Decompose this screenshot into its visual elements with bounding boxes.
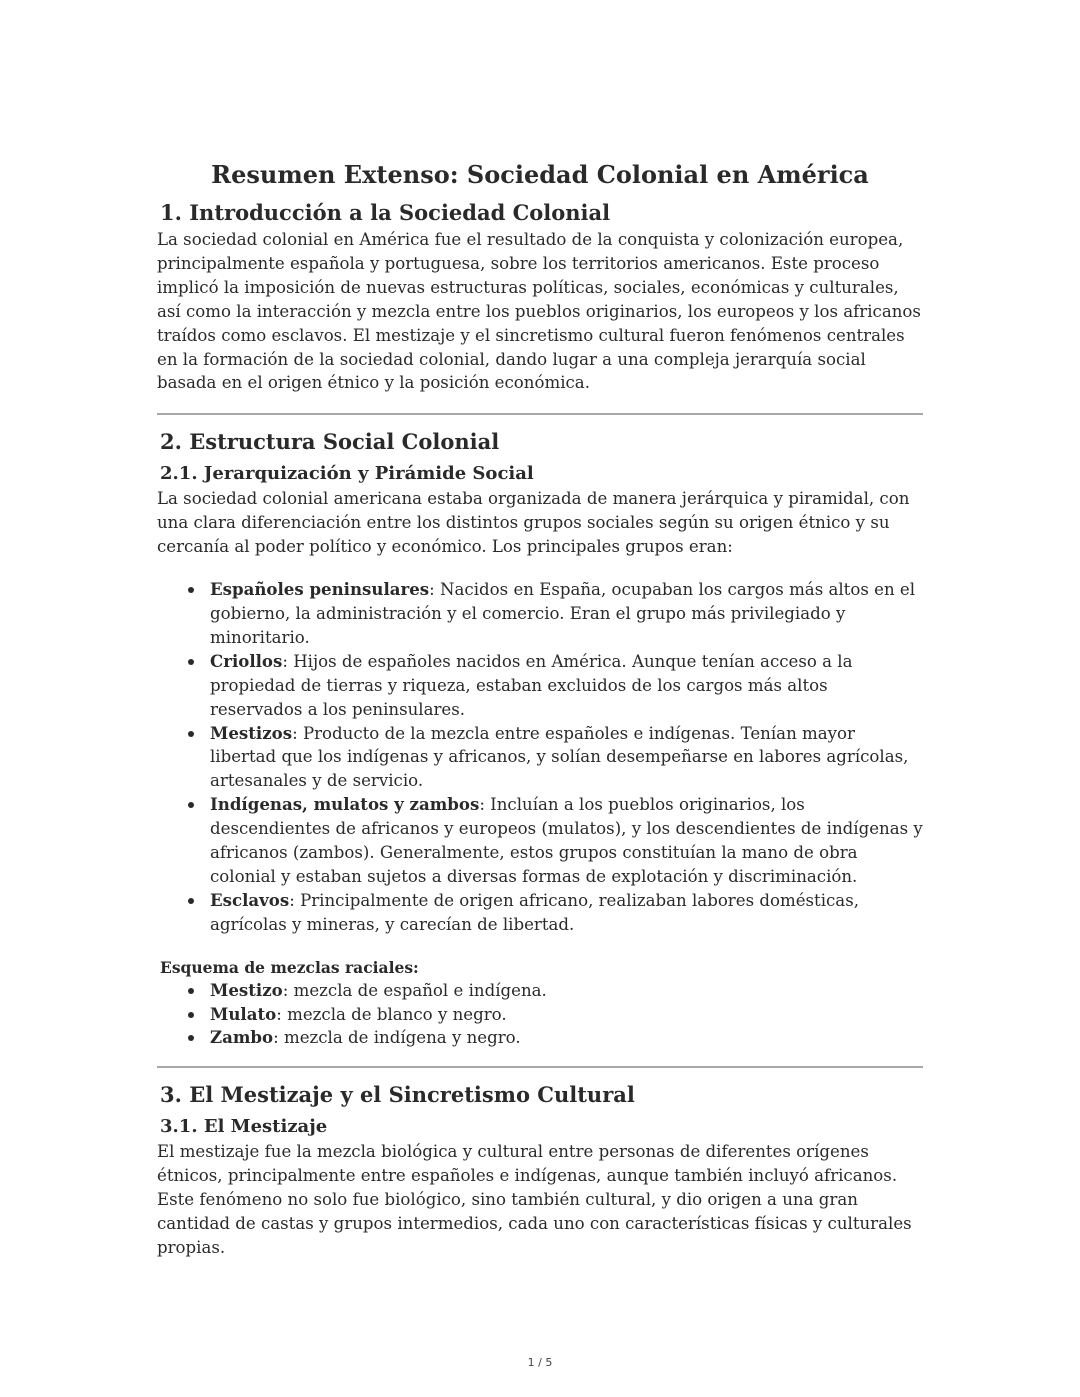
section-2-1-heading: 2.1. Jerarquización y Pirámide Social <box>160 463 534 485</box>
list-item <box>157 722 923 794</box>
group-desc: : Principalmente de origen africano, realizaban labores domésticas, agrícolas y mineras, y carecían de libertad. <box>210 890 859 934</box>
section-3-1-heading: 3.1. El Mestizaje <box>160 1116 328 1138</box>
list-item <box>157 793 923 889</box>
section-3-heading: 3. El Mestizaje y el Sincretismo Cultural <box>160 1082 635 1108</box>
group-term: Indígenas, mulatos y zambos <box>210 794 480 815</box>
section-divider-2 <box>157 1066 923 1068</box>
section-1-body: La sociedad colonial en América fue el resultado de la conquista y colonización europea, principalmente española y portuguesa, sobre los territorios americanos. Este proceso implicó la imposición de nuevas estructuras políticas, sociales, económicas y culturales, así como la interacción y mezcla entre los pueblos originarios, los europeos y los africanos traídos como esclavos. El mestizaje y el sincretismo cultural fueron fenómenos centrales en la formación de la sociedad colonial, dando lugar a una compleja jerarquía social basada en el origen étnico y la posición económica. <box>157 230 921 393</box>
document-page <box>157 158 923 1260</box>
section-2-heading: 2. Estructura Social Colonial <box>160 429 500 455</box>
mix-term: Mulato <box>210 1003 277 1024</box>
section-2-1-body: La sociedad colonial americana estaba organizada de manera jerárquica y piramidal, con una clara diferenciación entre los distintos grupos sociales según su origen étnico y su cercanía al poder político y económico. Los principales grupos eran: <box>157 489 910 557</box>
mix-desc: : mezcla de indígena y negro. <box>273 1028 521 1048</box>
list-item <box>157 650 923 722</box>
document-title: Resumen Extenso: Sociedad Colonial en América <box>211 160 869 189</box>
group-term: Esclavos <box>210 889 290 910</box>
section-3-1-body: El mestizaje fue la mezcla biológica y cultural entre personas de diferentes orígenes étnicos, principalmente entre españoles e indígenas, aunque también incluyó africanos. Este fenómeno no solo fue biológico, sino también cultural, y dio origen a una gran cantidad de castas y grupos intermedios, cada uno con características físicas y culturales propias. <box>157 1142 912 1257</box>
group-term: Mestizos <box>210 722 293 743</box>
group-term: Españoles peninsulares <box>210 579 430 600</box>
mix-desc: : mezcla de español e indígena. <box>282 980 547 1000</box>
list-item <box>157 1026 923 1050</box>
page-number: 1 / 5 <box>527 1356 553 1369</box>
section-divider-1 <box>157 413 923 415</box>
mix-desc: : mezcla de blanco y negro. <box>276 1004 507 1024</box>
list-item <box>157 578 923 650</box>
section-1-heading: 1. Introducción a la Sociedad Colonial <box>160 200 611 225</box>
mix-term: Zambo <box>210 1027 274 1048</box>
list-item <box>157 889 923 937</box>
racial-mix-list <box>157 979 923 1051</box>
group-desc: : Hijos de españoles nacidos en América. Aunque tenían acceso a la propiedad de tierras y riqueza, estaban excluidos de los cargos más altos reservados a los peninsulares. <box>210 651 853 719</box>
group-desc: : Nacidos en España, ocupaban los cargos más altos en el gobierno, la administración y el comercio. Eran el grupo más privilegiado y minoritario. <box>210 580 916 647</box>
scheme-label: Esquema de mezclas raciales: <box>160 957 419 977</box>
group-desc: : Producto de la mezcla entre españoles e indígenas. Tenían mayor libertad que los indígenas y africanos, y solían desempeñarse en labores agrícolas, artesanales y de servicio. <box>210 723 909 791</box>
list-item <box>157 1003 923 1027</box>
social-groups-list <box>157 578 923 937</box>
list-item <box>157 979 923 1003</box>
group-desc: : Incluían a los pueblos originarios, los descendientes de africanos y europeos (mulatos), y los descendientes de indígenas y africanos (zambos). Generalmente, estos grupos constituían la mano de obra colonial y estaban sujetos a diversas formas de explotación y discriminación. <box>210 795 923 886</box>
group-term: Criollos <box>210 650 283 671</box>
mix-term: Mestizo <box>210 979 283 1000</box>
